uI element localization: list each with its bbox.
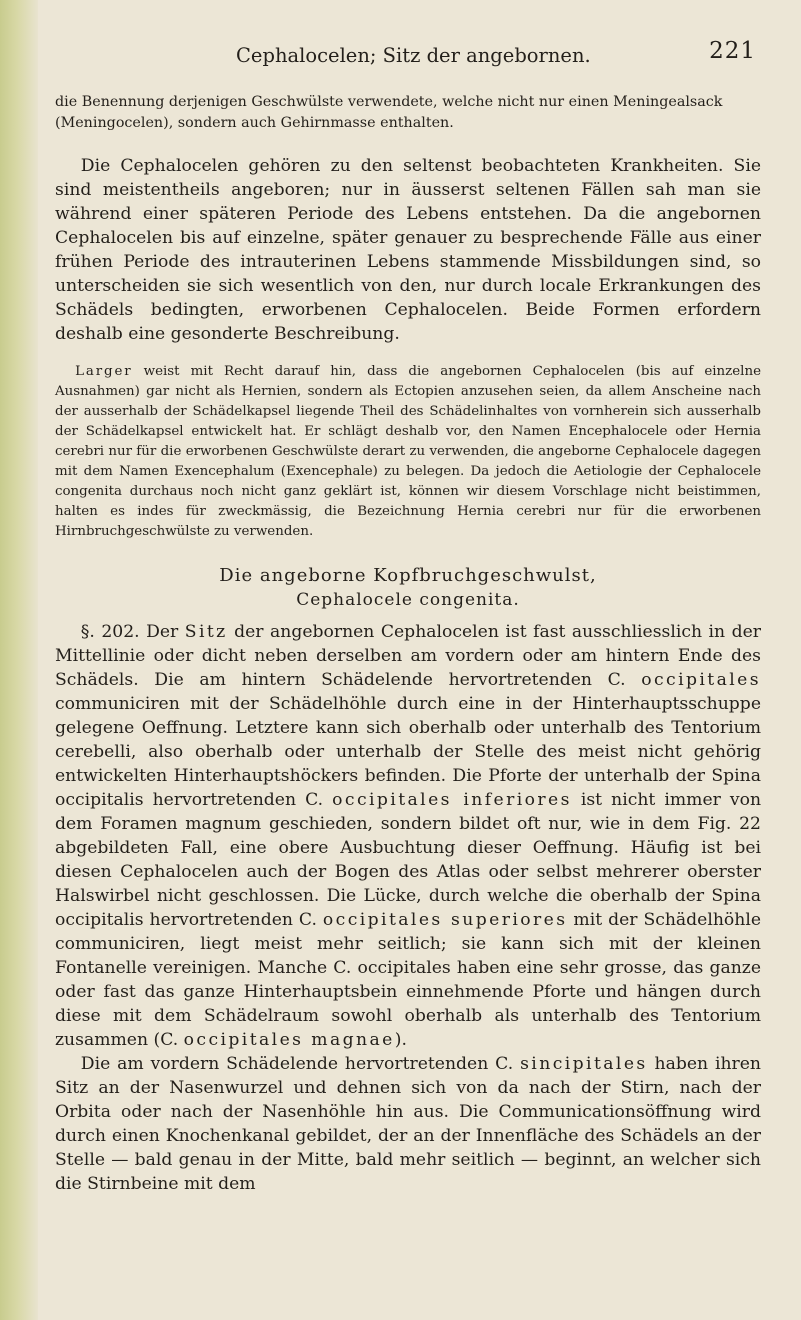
- running-title: Cephalocelen; Sitz der angebornen.: [236, 44, 591, 67]
- term-sitz: Sitz: [184, 622, 228, 642]
- footnote-larger: [55, 362, 761, 542]
- paragraph-sincipitales: [55, 1052, 761, 1196]
- para-lead: Die am vordern Schädelende hervortretenden C.: [80, 1054, 521, 1074]
- term-sincipitales: sincipitales: [520, 1054, 648, 1074]
- page-number: 221: [709, 38, 756, 64]
- term-occipitales: occipitales: [641, 670, 761, 690]
- para-text: ).: [394, 1030, 407, 1050]
- para-lead: §. 202. Der: [80, 622, 185, 642]
- term-occipitales-superiores: occipitales superiores: [322, 910, 568, 930]
- page-edge-shadow: [0, 0, 38, 1320]
- page-body: [55, 92, 761, 1196]
- running-header: [236, 38, 756, 76]
- intro-paragraph: die Benennung derjenigen Geschwülste verwendete, welche nicht nur einen Meningealsack (Meningocelen), sondern auch Gehirnmasse enthalten.: [55, 94, 723, 131]
- section-title: Die angeborne Kopfbruchgeschwulst,: [219, 565, 597, 586]
- paragraph-202: [55, 620, 761, 1052]
- footnote-text: weist mit Recht darauf hin, dass die angebornen Cephalocelen (bis auf einzelne Ausnahmen) gar nicht als Hernien, sondern als Ectopien anzusehen seien, da allem Anscheine nach der ausserhalb der Schädelkapsel liegende Theil des Schädelinhaltes von vornherein sich ausserhalb der Schädelkapsel entwickelt hat. Er schlägt deshalb vor, den Namen Encephalocele oder Hernia cerebri nur für die erworbenen Geschwülste derart zu verwenden, die angeborne Cephalocele dagegen mit dem Namen Exencephalum (Exencephale) zu belegen. Da jedoch die Aetiologie der Cephalocele congenita durchaus noch nicht ganz geklärt ist, können wir diesem Vorschlage nicht beistimmen, halten es indes für zweckmässig, die Bezeichnung Hernia cerebri nur für die erworbenen Hirnbruchgeschwülste zu verwenden.: [55, 364, 761, 539]
- term-occipitales-magnae: occipitales magnae: [183, 1030, 395, 1050]
- para-text: ist nicht immer von dem Foramen magnum geschieden, sondern bildet oft nur, wie in dem Fig. 22 abgebildeten Fall, eine obere Ausbuchtung dieser Oeffnung. Häufig ist bei diesen Cephalocelen auch der Bogen des Atlas oder selbst mehrerer oberster Halswirbel nicht geschlossen. Die Lücke, durch welche die oberhalb der Spina occipitalis hervortretenden C.: [55, 790, 762, 930]
- para-text: haben ihren Sitz an der Nasenwurzel und dehnen sich von da nach der Stirn, nach der Orbita oder nach der Nasenhöhle hin aus. Die Communicationsöffnung wird durch einen Knochenkanal gebildet, der an der Innenfläche des Schädels an der Stelle — bald genau in der Mitte, bald mehr seitlich — beginnt, an welcher sich die Stirnbeine mit dem: [55, 1054, 761, 1194]
- author-name: Larger: [75, 364, 133, 379]
- term-occipitales-inferiores: occipitales inferiores: [332, 790, 572, 810]
- section-subtitle: Cephalocele congenita.: [296, 590, 520, 610]
- para-text: der angebornen Cephalocelen ist fast ausschliesslich in der Mittellinie oder dicht neben derselben am vordern oder am hintern Ende des Schädels. Die am hintern Schädelende hervortretenden C.: [55, 622, 761, 690]
- paragraph-cephalocelen: Die Cephalocelen gehören zu den seltenst beobachteten Krankheiten. Sie sind meistentheils angeboren; nur in äusserst seltenen Fällen sah man sie während einer späteren Periode des Lebens entstehen. Da die angebornen Cephalocelen bis auf einzelne, später genauer zu besprechende Fälle aus einer frühen Periode des intrauterinen Lebens stammende Missbildungen sind, so unterscheiden sie sich wesentlich von den, nur durch locale Erkrankungen des Schädels bedingten, erworbenen Cephalocelen. Beide Formen erfordern deshalb eine gesonderte Beschreibung.: [55, 156, 761, 344]
- para-text: communiciren mit der Schädelhöhle durch eine in der Hinterhauptsschuppe gelegene Oeffnung. Letztere kann sich oberhalb oder unterhalb des Tentorium cerebelli, also oberhalb oder unterhalb der Stelle des meist nicht gehörig entwickelten Hinterhauptshöckers befinden. Die Pforte der unterhalb der Spina occipitalis hervortretenden C.: [55, 694, 761, 810]
- para-text: mit der Schädelhöhle communiciren, liegt meist mehr seitlich; sie kann sich mit der kleinen Fontanelle vereinigen. Manche C. occipitales haben eine sehr grosse, das ganze oder fast das ganze Hinterhauptsbein einnehmende Pforte und hängen durch diese mit dem Schädelraum sowohl oberhalb als unterhalb des Tentorium zusammen (C.: [55, 910, 761, 1050]
